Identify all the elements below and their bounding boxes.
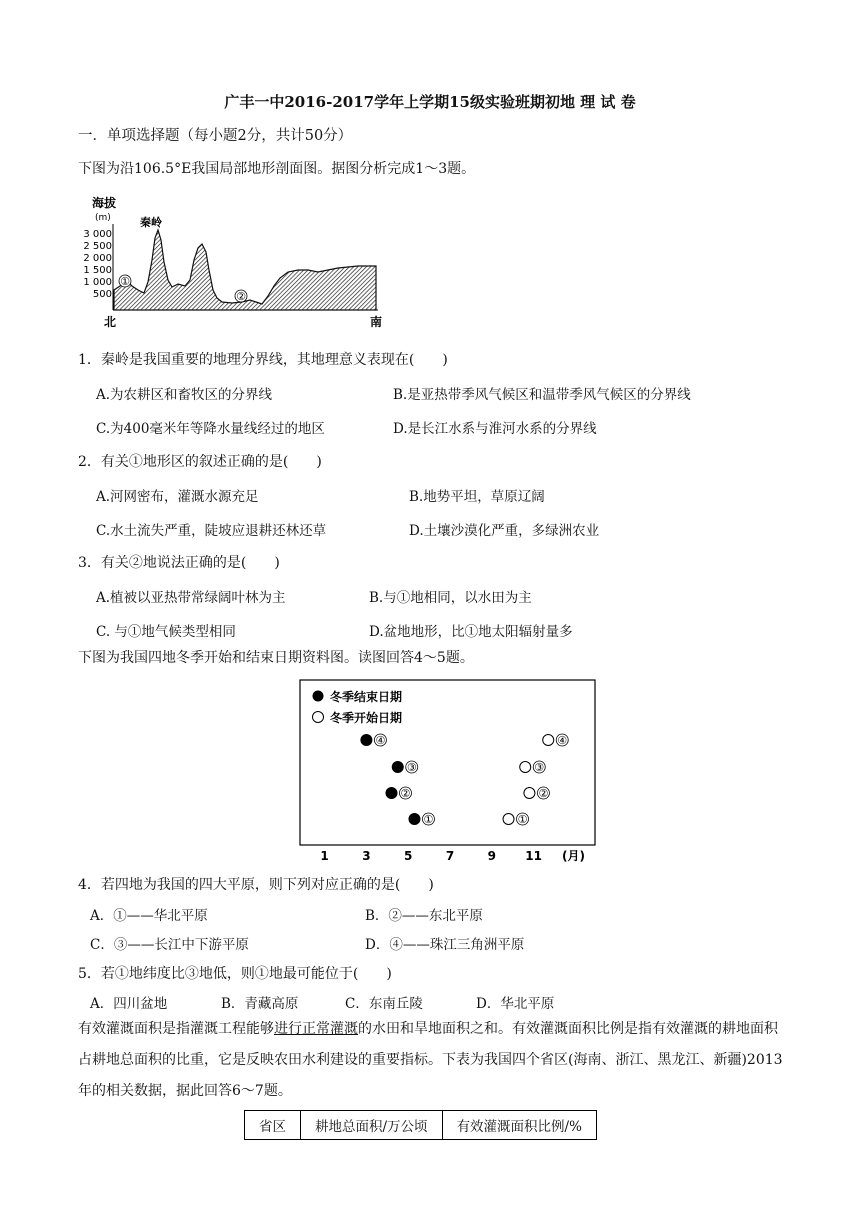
point-label: ④ (557, 734, 568, 747)
q5-option-a: A．四川盆地 (90, 996, 168, 1012)
q4-option-d: D．④——珠江三角洲平原 (365, 937, 525, 953)
q3-option-a: A.植被以亚热带常绿阔叶林为主 (96, 590, 286, 606)
q3-option-c: C. 与①地气候类型相同 (96, 624, 236, 640)
q3-option-b: B.与①地相同，以水田为主 (369, 590, 532, 606)
winter-end-point (409, 814, 420, 825)
qinling-label: 秦岭 (140, 216, 162, 229)
y-tick-2500: 2 500 (83, 241, 112, 252)
winter-start-point (520, 762, 531, 773)
winter-start-point (543, 735, 554, 746)
y-tick-2000: 2 000 (83, 253, 112, 264)
q2-option-a: A.河网密布，灌溉水源充足 (96, 489, 259, 505)
q2-option-c: C.水土流失严重，陡坡应退耕还林还草 (96, 523, 327, 539)
point-label: ① (517, 813, 528, 826)
table-header-row (245, 1111, 597, 1140)
page-title: 广丰一中2016-2017学年上学期15级实验班期初地 理 试 卷 (224, 93, 636, 111)
x-tick-label: 1 (320, 849, 329, 863)
point-label: ④ (375, 734, 386, 747)
terrain-profile-figure (82, 190, 382, 332)
point-label: ③ (406, 761, 417, 774)
q1-option-d: D.是长江水系与淮河水系的分界线 (393, 421, 597, 437)
north-label: 北 (104, 315, 117, 329)
y-tick-3000: 3 000 (83, 229, 112, 240)
q4-option-b: B．②——东北平原 (365, 908, 483, 924)
legend-start-date: 冬季开始日期 (330, 711, 403, 725)
south-label: 南 (370, 315, 382, 329)
irrigation-paragraph (78, 1014, 790, 1107)
x-tick-label: 5 (404, 849, 413, 863)
x-unit-label: (月) (562, 849, 585, 863)
marker-1: ① (120, 275, 130, 288)
q5-stem: 5．若①地纬度比③地低，则①地最可能位于( ) (78, 966, 392, 982)
y-tick-500: 500 (92, 289, 112, 300)
q5-option-d: D．华北平原 (476, 996, 555, 1012)
q3-option-d: D.盆地地形，比①地太阳辐射量多 (369, 624, 573, 640)
paragraph-part-2: 的水田和旱地面积之和。有效灌溉面积比例是指有效灌溉的耕地面积占耕地总面积的比重，它是反映农田水利建设的重要指标。下表为我国四个省区(海南、浙江、黑龙江、新疆)2013年的相关数据，据此回答6～7题。 (78, 1021, 783, 1099)
winter-end-point (361, 735, 372, 746)
legend-end-date: 冬季结束日期 (330, 690, 403, 704)
q4-option-c: C．③——长江中下游平原 (90, 937, 249, 953)
x-tick-label: 3 (362, 849, 371, 863)
winter-end-point (386, 788, 397, 799)
point-label: ① (423, 813, 434, 826)
table-header-province: 省区 (245, 1111, 301, 1140)
x-tick-label: 9 (487, 849, 496, 863)
marker-2: ② (236, 290, 246, 303)
q3-stem: 3．有关②地说法正确的是( ) (78, 555, 280, 571)
winter-end-point (392, 762, 403, 773)
paragraph-part-1: 有效灌溉面积是指灌溉工程能够 (78, 1021, 274, 1037)
irrigation-table (244, 1110, 597, 1140)
point-label: ② (400, 787, 411, 800)
chart-frame (300, 680, 595, 845)
q5-option-b: B．青藏高原 (221, 996, 299, 1012)
legend-hollow-marker (313, 712, 324, 723)
q1-option-b: B.是亚热带季风气候区和温带季风气候区的分界线 (393, 387, 691, 403)
table-header-irrigation-ratio: 有效灌溉面积比例/% (442, 1111, 596, 1140)
winter-start-point (503, 814, 514, 825)
q2-stem: 2．有关①地形区的叙述正确的是( ) (78, 454, 322, 470)
y-axis-unit: (m) (95, 213, 111, 223)
y-tick-1500: 1 500 (83, 265, 112, 276)
y-tick-1000: 1 000 (83, 277, 112, 288)
intro-winter-chart: 下图为我国四地冬季开始和结束日期资料图。读图回答4～5题。 (78, 650, 474, 666)
winter-dates-chart (298, 678, 598, 868)
q1-option-a: A.为农耕区和畜牧区的分界线 (96, 387, 273, 403)
winter-start-point (524, 788, 535, 799)
table-header-farmland-area: 耕地总面积/万公顷 (301, 1111, 443, 1140)
q5-option-c: C．东南丘陵 (345, 996, 423, 1012)
q2-option-b: B.地势平坦，草原辽阔 (409, 489, 545, 505)
legend-filled-marker (313, 691, 324, 702)
intro-profile: 下图为沿106.5°E我国局部地形剖面图。据图分析完成1～3题。 (78, 161, 476, 177)
q1-stem: 1．秦岭是我国重要的地理分界线，其地理意义表现在( ) (78, 352, 448, 368)
point-label: ② (538, 787, 549, 800)
y-axis-title: 海拔 (92, 196, 117, 210)
paragraph-underlined: 进行正常灌溉 (274, 1021, 358, 1037)
q4-option-a: A．①——华北平原 (90, 908, 208, 924)
q2-option-d: D.土壤沙漠化严重，多绿洲农业 (409, 523, 600, 539)
q4-stem: 4．若四地为我国的四大平原，则下列对应正确的是( ) (78, 877, 434, 893)
x-tick-label: 11 (525, 849, 542, 863)
x-tick-label: 7 (445, 849, 455, 863)
q1-option-c: C.为400毫米年等降水量线经过的地区 (96, 421, 325, 437)
section-heading: 一．单项选择题（每小题2分，共计50分） (78, 128, 353, 144)
point-label: ③ (534, 761, 545, 774)
